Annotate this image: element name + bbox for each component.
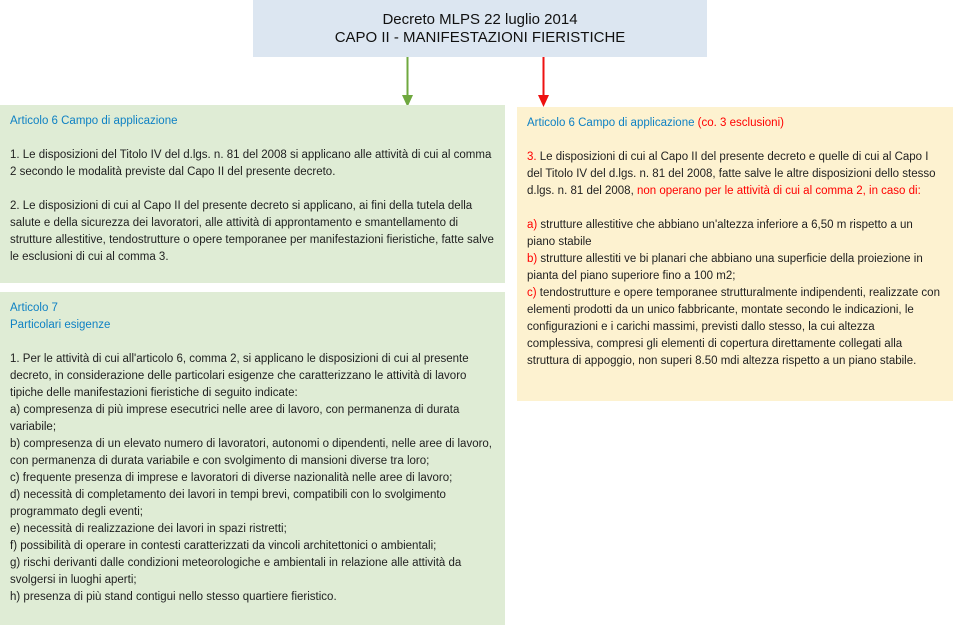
articolo-7-item-f: f) possibilità di operare in contesti caratterizzati da vincoli architettonici o ambientali;: [10, 540, 437, 552]
articolo-6-header: Articolo 6 Campo di applicazione: [10, 115, 178, 127]
articolo-6-box: [0, 105, 505, 283]
articolo-7-item-b: b) compresenza di un elevato numero di lavoratori, autonomi o dipendenti, nelle aree di lavoro, con permanenza di durata variabile e con svolgimento di mansioni diverse tra loro;: [10, 438, 493, 467]
spacer: [527, 132, 943, 149]
articolo-7-item-c: c) frequente presenza di imprese e lavoratori di diverse nazionalità nelle aree di lavoro;: [10, 472, 453, 484]
esclusioni-header-red: (co. 3 esclusioni): [694, 117, 784, 129]
comma-3-body: Le disposizioni di cui al Capo II del presente decreto e quelle di cui al Capo I del Titolo IV del d.lgs. n. 81 del 2008, fatte salve le altre disposizioni dello stesso d.lgs. n. 81 del 2008,: [527, 151, 936, 197]
comma-3-highlight: non operano per le attività di cui al comma 2, in caso di:: [636, 185, 921, 197]
item-b-marker: b): [527, 253, 538, 265]
green-down-arrow-icon: [400, 57, 415, 107]
articolo-7-item-a: a) compresenza di più imprese esecutrici nelle aree di lavoro, con permanenza di durata variabile;: [10, 404, 460, 433]
articolo-6-comma-3: [527, 149, 943, 200]
articolo-6-esclusioni-box: [517, 107, 953, 401]
item-a-marker: a): [527, 219, 538, 231]
item-b-text: strutture allestiti ve bi planari che abbiano una superficie della proiezione in pianta del piano superiore fino a 100 m2;: [527, 253, 923, 282]
esclusione-item-b: [527, 251, 943, 285]
esclusione-item-a: [527, 217, 943, 251]
item-a-text: strutture allestitive che abbiano un'altezza inferiore a 6,50 m rispetto a un piano stabile: [527, 219, 913, 248]
spacer: [10, 334, 495, 351]
title-line-1: Decreto MLPS 22 luglio 2014: [382, 10, 578, 28]
articolo-7-header-line-2: Particolari esigenze: [10, 319, 111, 331]
articolo-7-comma-1: 1. Per le attività di cui all'articolo 6, comma 2, si applicano le disposizioni di cui al presente decreto, in considerazione delle particolari esigenze che caratterizzano le attività di lavoro tipiche delle manifestazioni fieristiche di seguito indicate:: [10, 353, 469, 399]
esclusioni-header-blue: Articolo 6 Campo di applicazione: [527, 117, 695, 129]
articolo-6-comma-2: 2. Le disposizioni di cui al Capo II del presente decreto si applicano, ai fini della tutela della salute e della sicurezza dei lavoratori, alle attività di approntamento e smantellamento di strutture allestitive, tendostrutture o opere temporanee per manifestazioni fieristiche, fatte salve le esclusioni di cui al comma 3.: [10, 200, 494, 263]
articolo-7-item-h: h) presenza di più stand contigui nello stesso quartiere fieristico.: [10, 591, 337, 603]
articolo-7-item-e: e) necessità di realizzazione dei lavori in spazi ristretti;: [10, 523, 287, 535]
articolo-6-esclusioni-header: [527, 115, 943, 132]
comma-3-number: 3.: [527, 151, 537, 163]
articolo-7-box: [0, 292, 505, 625]
red-down-arrow-icon: [536, 57, 551, 107]
articolo-7-item-d: d) necessità di completamento dei lavori in tempi brevi, compatibili con lo svolgimento programmato degli eventi;: [10, 489, 446, 518]
articolo-7-item-g: g) rischi derivanti dalle condizioni meteorologiche e ambientali in relazione alle attività da svolgersi in luoghi aperti;: [10, 557, 462, 586]
articolo-6-comma-1: 1. Le disposizioni del Titolo IV del d.lgs. n. 81 del 2008 si applicano alle attività di cui al comma 2 secondo le modalità previste dal Capo II del presente decreto.: [10, 149, 492, 178]
articolo-7-header-line-1: Articolo 7: [10, 302, 58, 314]
item-c-marker: c): [527, 287, 537, 299]
esclusione-item-c: [527, 285, 943, 370]
title-line-2: CAPO II - MANIFESTAZIONI FIERISTICHE: [334, 28, 626, 46]
item-c-text: tendostrutture e opere temporanee strutturalmente indipendenti, realizzate con elementi prodotti da un unico fabbricante, montate secondo le indicazioni, le configurazioni e i carichi massimi, previsti dallo stesso, la cui altezza complessiva, compresi gli elementi di copertura direttamente collegati alla struttura di appoggio, non superi 8.50 mdi altezza rispetto a un piano stabile.: [527, 287, 940, 367]
spacer: [10, 130, 495, 147]
title-box: [253, 0, 707, 57]
